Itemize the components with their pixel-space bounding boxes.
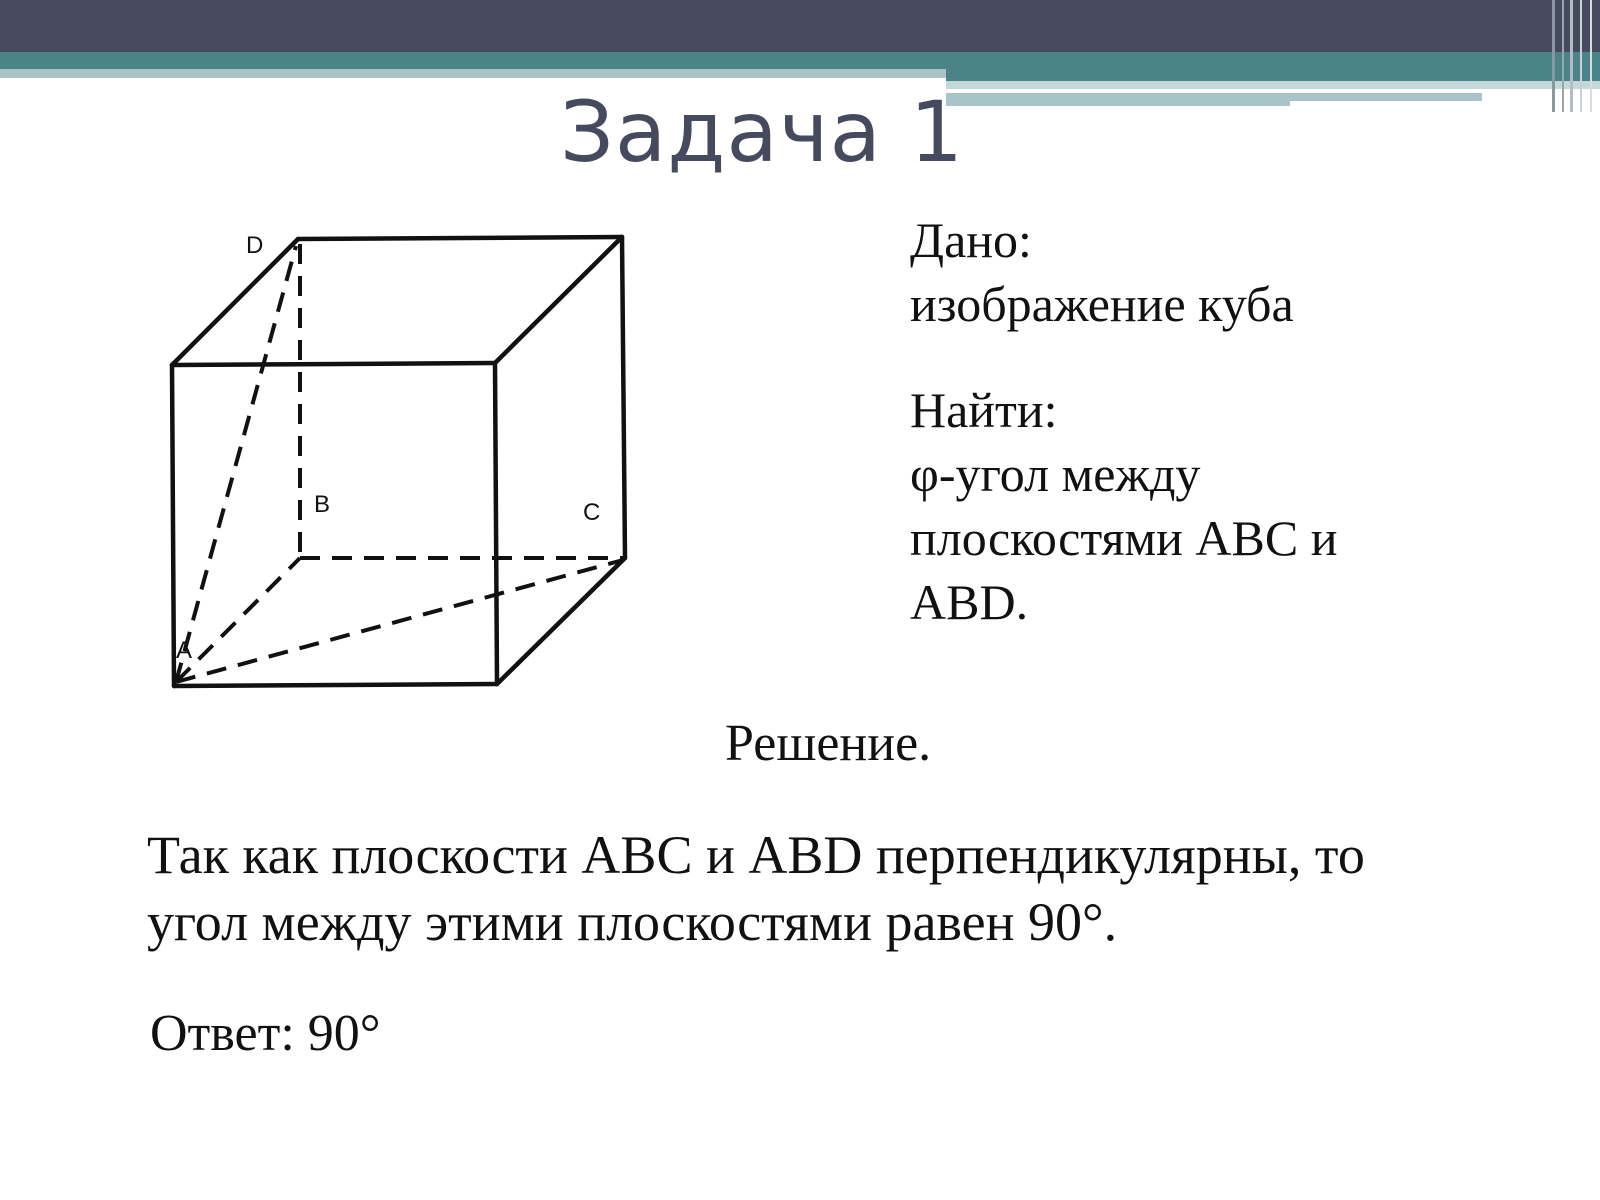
solution-line-2: угол между этими плоскостями равен 90°. xyxy=(147,892,1118,952)
find-line-3: АВD. xyxy=(910,574,1029,630)
solution-heading: Решение. xyxy=(725,715,932,772)
given-find-block xyxy=(910,208,1550,634)
find-heading: Найти: xyxy=(910,382,1058,438)
given-heading: Дано: xyxy=(910,212,1032,268)
cube-edge-back-top xyxy=(298,237,622,239)
cube-edge-top-right xyxy=(495,237,622,363)
top-dark-bar xyxy=(0,0,1600,52)
white-notch xyxy=(1290,101,1482,106)
cube-figure xyxy=(150,220,650,700)
vertex-label-C: C xyxy=(583,499,601,526)
slide-title: Задача 1 xyxy=(560,83,965,181)
cube-edge-front-top xyxy=(172,363,495,365)
find-line-1: φ-угол между xyxy=(910,446,1201,502)
light-band-right xyxy=(946,81,1600,89)
cube-diagonal-AD xyxy=(176,246,296,682)
find-line-2: плоскостями АВС и xyxy=(910,510,1338,566)
solution-line-1: Так как плоскости АВС и АВD перпендикулярны, то xyxy=(147,825,1365,885)
edge-line-2 xyxy=(1562,0,1564,112)
edge-line-1 xyxy=(1552,0,1555,112)
solution-text xyxy=(147,822,1547,956)
cube-edge-back-right xyxy=(622,237,625,558)
vertex-label-B: B xyxy=(314,491,331,518)
cube-diagonal-AC xyxy=(176,560,623,682)
cube-edge-front-left xyxy=(172,365,174,686)
vertex-label-D: D xyxy=(246,232,264,259)
edge-line-4 xyxy=(1580,0,1582,112)
edge-line-5 xyxy=(1590,0,1592,112)
cube-edge-front-bottom xyxy=(174,684,497,686)
edge-line-3 xyxy=(1570,0,1573,112)
answer-text: Ответ: 90° xyxy=(150,1005,381,1062)
given-text: изображение куба xyxy=(910,276,1294,332)
teal-band xyxy=(0,52,1600,69)
vertex-label-A: A xyxy=(176,637,193,664)
cube-edge-front-right xyxy=(495,363,497,684)
light-band-left xyxy=(0,69,946,78)
teal-band-right xyxy=(946,69,1600,81)
